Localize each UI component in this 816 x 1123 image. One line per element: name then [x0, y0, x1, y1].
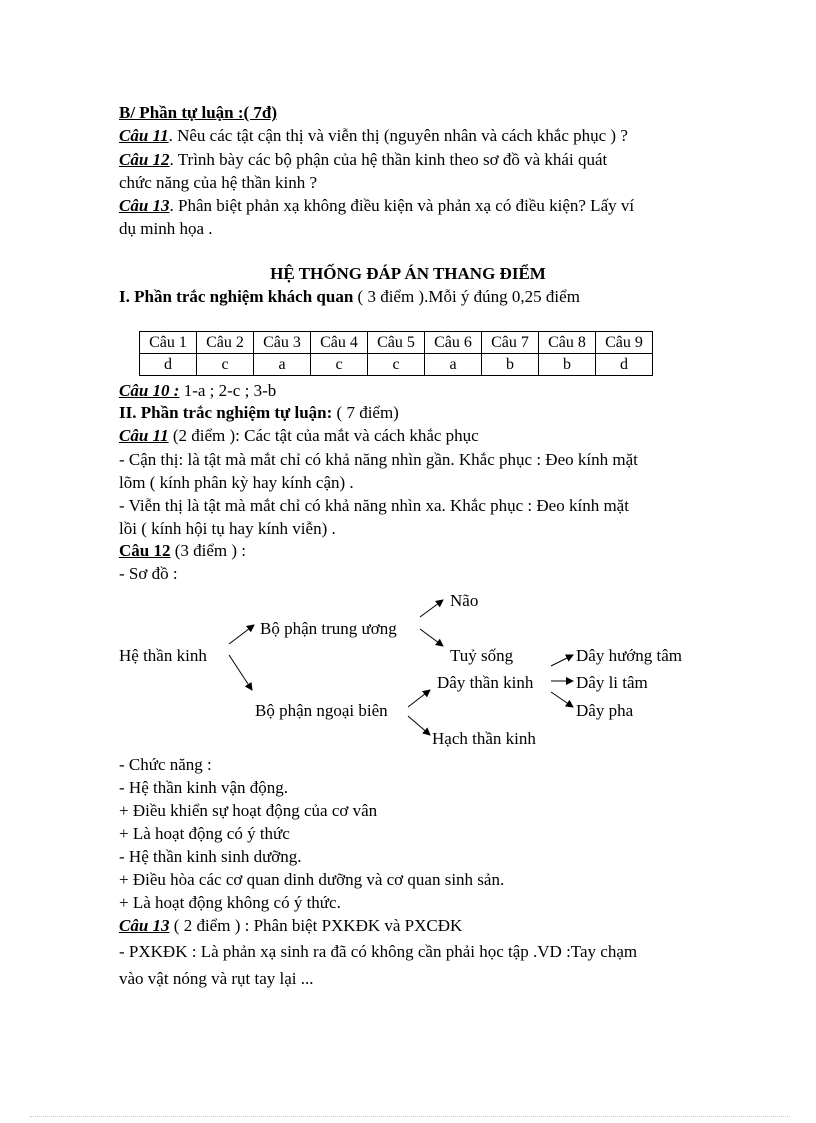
- arrow-central-to-spinal: [420, 629, 443, 646]
- arrow-peripheral-to-nerves: [408, 690, 430, 707]
- answer-value-cell: c: [197, 354, 254, 376]
- diagram-root: Hệ thần kinh: [119, 646, 207, 665]
- answer-13-text: ( 2 điểm ) : Phân biệt PXKĐK và PXCĐK: [169, 916, 463, 935]
- answer-11-text: (2 điểm ): Các tật của mắt và cách khắc phục: [168, 426, 479, 445]
- arrow-root-to-peripheral: [229, 655, 252, 690]
- question-11-label: Câu 11: [119, 126, 169, 145]
- part-1-note: ( 3 điểm ).Mỗi ý đúng 0,25 điểm: [353, 287, 580, 306]
- diagram-ganglia: Hạch thần kinh: [432, 729, 536, 748]
- answer-11-line-2: lõm ( kính phân kỳ hay kính cận) .: [119, 473, 354, 492]
- answer-header-cell: Câu 6: [425, 332, 482, 354]
- answer-header-cell: Câu 2: [197, 332, 254, 354]
- part-1-heading-text: I. Phần trắc nghiệm khách quan: [119, 287, 354, 306]
- answer-11-line-3: - Viễn thị là tật mà mắt chỉ có khả năng nhìn xa. Khắc phục : Đeo kính mặt: [119, 496, 629, 515]
- page-bottom-border: [30, 1116, 790, 1117]
- answer-13-line-1: - PXKĐK : Là phản xạ sinh ra đã có không cần phải học tập .VD :Tay chạm: [119, 942, 638, 961]
- answer-value-cell: c: [311, 354, 368, 376]
- function-autonomic: - Hệ thần kinh sinh dưỡng.: [119, 847, 302, 866]
- answer-10-label: Câu 10 :: [119, 381, 180, 400]
- part-2-heading-text: II. Phần trắc nghiệm tự luận:: [119, 403, 333, 422]
- diagram-efferent: Dây li tâm: [576, 673, 648, 692]
- answers-title: HỆ THỐNG ĐÁP ÁN THANG ĐIỂM: [270, 264, 546, 283]
- answer-value-cell: d: [140, 354, 197, 376]
- arrow-central-to-brain: [420, 600, 443, 617]
- diagram-peripheral: Bộ phận ngoại biên: [255, 701, 388, 720]
- answer-value-cell: b: [482, 354, 539, 376]
- part-2-note: ( 7 điểm): [332, 403, 399, 422]
- answer-header-cell: Câu 1: [140, 332, 197, 354]
- answer-header-cell: Câu 7: [482, 332, 539, 354]
- function-autonomic-1: + Điều hòa các cơ quan dinh dưỡng và cơ quan sinh sản.: [119, 870, 505, 889]
- answer-header-cell: Câu 3: [254, 332, 311, 354]
- answer-value-cell: d: [596, 354, 653, 376]
- answer-value-cell: a: [254, 354, 311, 376]
- answer-12-text: (3 điểm ) :: [170, 541, 247, 560]
- function-motor-2: + Là hoạt động có ý thức: [119, 824, 290, 843]
- function-motor-1: + Điều khiển sự hoạt động của cơ vân: [119, 801, 378, 820]
- answer-13-line-2: vào vật nóng và rụt tay lại ...: [119, 969, 314, 988]
- answer-header-cell: Câu 9: [596, 332, 653, 354]
- function-autonomic-2: + Là hoạt động không có ý thức.: [119, 893, 341, 912]
- arrow-root-to-central: [229, 625, 254, 644]
- answer-10-text: 1-a ; 2-c ; 3-b: [179, 381, 277, 400]
- diagram-brain: Não: [450, 591, 479, 610]
- question-12-line-2: chức năng của hệ thần kinh ?: [119, 173, 318, 192]
- answer-12-label: Câu 12: [119, 541, 171, 560]
- answer-value-cell: a: [425, 354, 482, 376]
- answer-header-cell: Câu 4: [311, 332, 368, 354]
- question-13-label: Câu 13: [119, 196, 170, 215]
- arrow-nerves-to-afferent: [551, 655, 573, 666]
- diagram-mixed: Dây pha: [576, 701, 634, 720]
- answer-13-heading: [119, 916, 462, 936]
- answer-11-line-4: lồi ( kính hội tụ hay kính viễn) .: [119, 519, 336, 538]
- diagram-afferent: Dây hướng tâm: [576, 646, 683, 665]
- question-12-text-1: . Trình bày các bộ phận của hệ thần kinh theo sơ đồ và khái quát: [169, 150, 608, 169]
- diagram-central: Bộ phận trung ương: [260, 619, 397, 638]
- question-13-text-1: . Phân biệt phản xạ không điều kiện và phản xạ có điều kiện? Lấy ví: [169, 196, 635, 215]
- diagram-spinal: Tuỷ sống: [450, 646, 514, 665]
- part-b-heading-text: B/ Phần tự luận :( 7đ): [119, 103, 278, 122]
- function-motor: - Hệ thần kinh vận động.: [119, 778, 289, 797]
- arrow-nerves-to-mixed: [551, 692, 573, 707]
- functions-label: - Chức năng :: [119, 755, 212, 774]
- question-13-line-2: dụ minh họa .: [119, 219, 213, 238]
- answer-13-label: Câu 13: [119, 916, 170, 935]
- diagram-nerves: Dây thần kinh: [437, 673, 534, 692]
- question-11-text: . Nêu các tật cận thị và viễn thị (nguyên nhân và cách khắc phục ) ?: [168, 126, 628, 145]
- answer-header-cell: Câu 8: [539, 332, 596, 354]
- answer-value-cell: c: [368, 354, 425, 376]
- answer-header-cell: Câu 5: [368, 332, 425, 354]
- answer-11-label: Câu 11: [119, 426, 169, 445]
- answer-11-line-1: - Cận thị: là tật mà mắt chỉ có khả năng nhìn gần. Khắc phục : Đeo kính mặt: [119, 450, 638, 469]
- answer-value-cell: b: [539, 354, 596, 376]
- question-12-label: Câu 12: [119, 150, 170, 169]
- diagram-label: - Sơ đồ :: [119, 564, 178, 583]
- arrow-peripheral-to-ganglia: [408, 716, 430, 735]
